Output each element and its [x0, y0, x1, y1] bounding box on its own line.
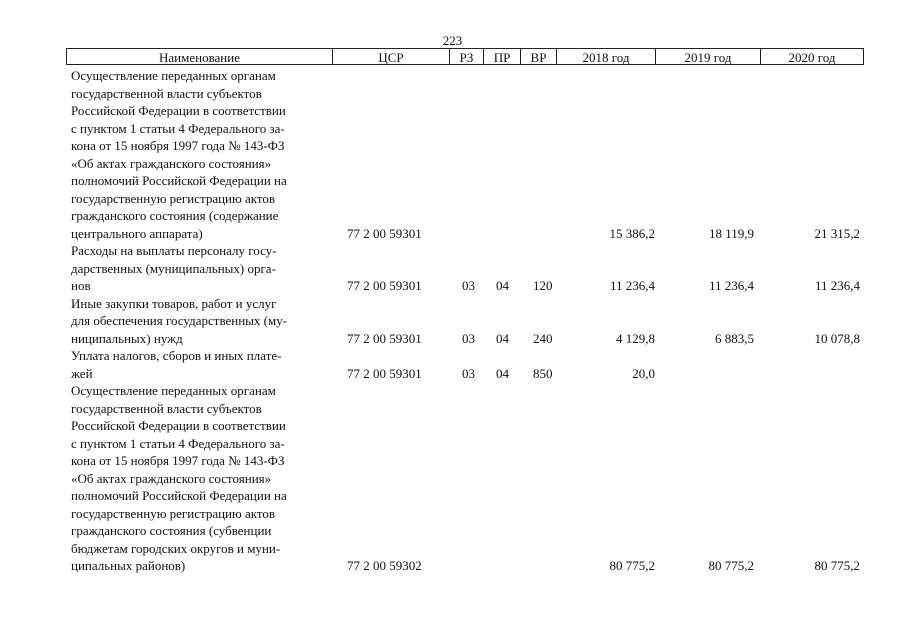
row-rz: 03: [462, 365, 475, 381]
row-2020: 10 078,8: [814, 330, 860, 346]
row-name-line: Уплата налогов, сборов и иных плате-: [71, 348, 282, 363]
row-name-line: для обеспечения государственных (му-: [71, 313, 288, 328]
row-pr: 04: [496, 330, 509, 346]
row-2018: 80 775,2: [609, 558, 655, 573]
row-name-line: дарственных (муниципальных) орга-: [71, 260, 276, 276]
row-vr: 850: [533, 365, 553, 381]
table-row: [0, 347, 905, 382]
header-2019: 2019 год: [656, 49, 761, 64]
header-vr: ВР: [521, 49, 557, 64]
row-name-line: гражданского состояния (субвенции: [71, 523, 272, 538]
row-name-line: Осуществление переданных органам: [71, 68, 276, 83]
row-csr: 77 2 00 59301: [347, 225, 422, 241]
row-name-line: с пунктом 1 статьи 4 Федерального за-: [71, 435, 285, 451]
row-name-line: государственную регистрацию актов: [71, 190, 276, 206]
table-row: [0, 382, 905, 575]
row-name-line: ниципальных) нужд: [71, 330, 183, 346]
row-name-line: Иные закупки товаров, работ и услуг: [71, 295, 277, 311]
table-body: [0, 67, 905, 575]
header-rz: РЗ: [450, 49, 484, 64]
table-header: [66, 48, 864, 65]
row-2020: 21 315,2: [814, 225, 860, 241]
row-name: [71, 382, 341, 575]
table-row: [0, 295, 905, 348]
row-rz: 03: [462, 278, 475, 293]
header-2018: 2018 год: [557, 49, 656, 64]
row-name-line: «Об актах гражданского состояния»: [71, 470, 272, 486]
row-name-line: Осуществление переданных органам: [71, 383, 276, 398]
row-name: [71, 67, 341, 242]
row-2020: 80 775,2: [814, 558, 860, 573]
row-pr: 04: [496, 365, 509, 381]
row-csr: 77 2 00 59302: [347, 558, 422, 573]
row-vr: 120: [533, 278, 553, 293]
row-2019: 6 883,5: [715, 330, 754, 346]
row-name-line: бюджетам городских округов и муни-: [71, 540, 281, 556]
row-name-line: Расходы на выплаты персоналу госу-: [71, 243, 277, 258]
row-name-line: с пунктом 1 статьи 4 Федерального за-: [71, 120, 285, 136]
row-2018: 11 236,4: [609, 278, 655, 293]
header-name: Наименование: [67, 49, 333, 64]
row-rz: 03: [462, 330, 475, 346]
row-name-line: Российской Федерации в соответствии: [71, 103, 286, 118]
row-csr: 77 2 00 59301: [347, 278, 422, 293]
table-row: [0, 67, 905, 242]
row-name: [71, 242, 341, 295]
row-name-line: «Об актах гражданского состояния»: [71, 155, 272, 171]
header-2020: 2020 год: [788, 50, 836, 65]
row-name-line: Российской Федерации в соответствии: [71, 418, 286, 433]
row-2020: 11 236,4: [814, 278, 860, 293]
row-name-line: полномочий Российской Федерации на: [71, 488, 287, 503]
header-pr: ПР: [484, 49, 521, 64]
row-name: [71, 295, 341, 348]
row-name-line: полномочий Российской Федерации на: [71, 173, 287, 188]
row-2018: 20,0: [632, 365, 655, 381]
row-name: [71, 347, 341, 382]
row-csr: 77 2 00 59301: [347, 330, 422, 346]
table-row: [0, 242, 905, 295]
page-number: 223: [442, 33, 463, 48]
row-pr: 04: [496, 278, 509, 293]
row-2019: 80 775,2: [708, 558, 754, 573]
row-2018: 15 386,2: [609, 225, 655, 241]
row-name-line: государственную регистрацию актов: [71, 505, 276, 521]
row-vr: 240: [533, 330, 553, 346]
row-name-line: жей: [71, 365, 93, 381]
row-name-line: кона от 15 ноября 1997 года № 143-ФЗ: [71, 138, 285, 153]
row-2019: 18 119,9: [708, 225, 754, 241]
row-2019: 11 236,4: [708, 278, 754, 293]
row-name-line: кона от 15 ноября 1997 года № 143-ФЗ: [71, 453, 285, 468]
row-name-line: ципальных районов): [71, 558, 186, 573]
row-name-line: нов: [71, 278, 91, 293]
row-name-line: государственной власти субъектов: [71, 400, 262, 416]
row-name-line: гражданского состояния (содержание: [71, 208, 279, 223]
row-csr: 77 2 00 59301: [347, 365, 422, 381]
row-2018: 4 129,8: [616, 330, 655, 346]
row-name-line: центрального аппарата): [71, 225, 203, 241]
row-name-line: государственной власти субъектов: [71, 85, 262, 101]
header-csr: ЦСР: [333, 49, 450, 64]
